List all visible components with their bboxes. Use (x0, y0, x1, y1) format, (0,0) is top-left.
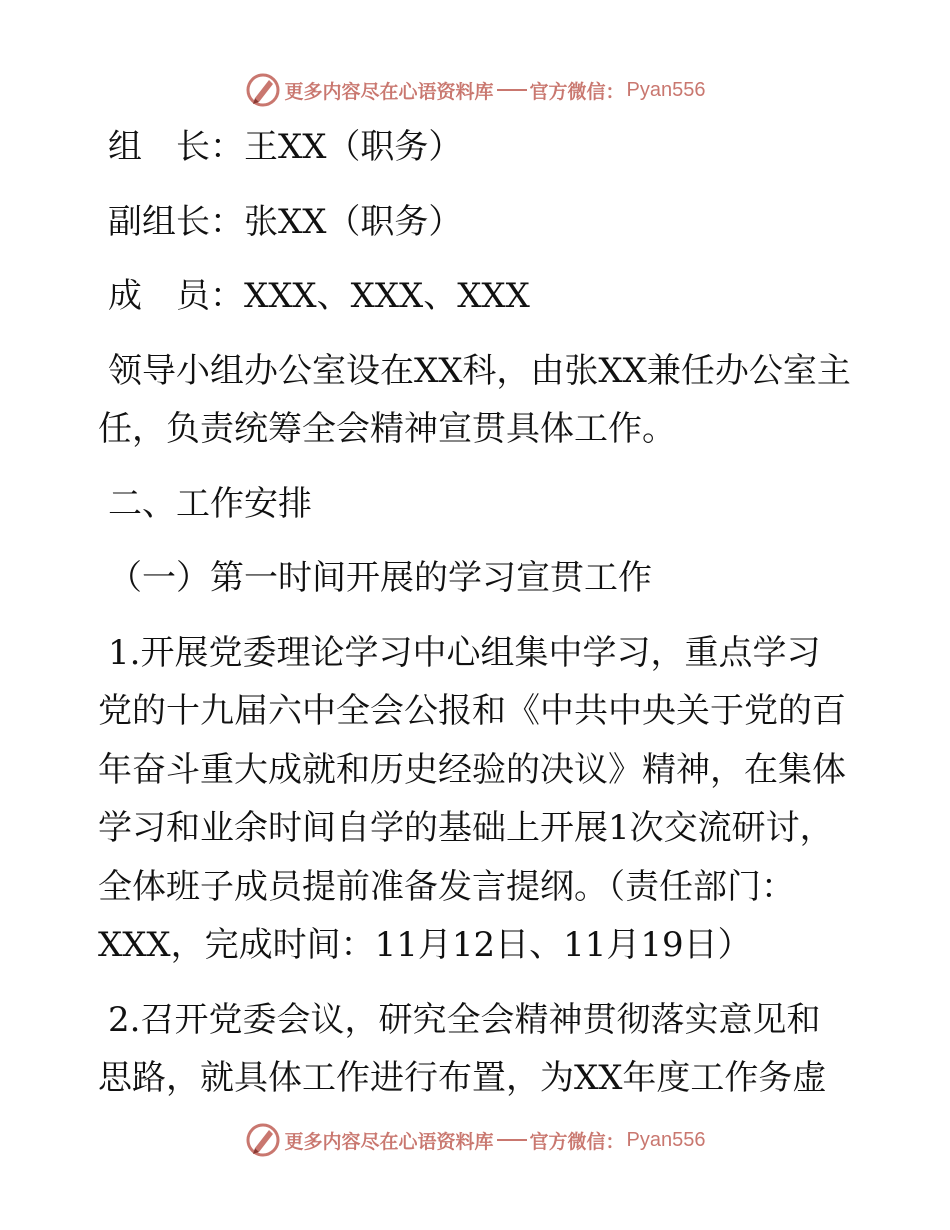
text-line: 组 长：王XX（职务） (108, 127, 463, 167)
text-line: 全体班子成员提前准备发言提纲。（责任部门： (98, 866, 795, 907)
text-line: 任，负责统筹全会精神宣贯具体工作。 (98, 409, 676, 449)
subsection-heading (98, 549, 858, 608)
brand-text: 更多内容尽在心语资料库 (284, 80, 494, 103)
wechat-label: 官方微信： (529, 80, 625, 103)
header-watermark (0, 70, 950, 110)
text-line: 2.召开党委会议，研究全会精神贯彻落实意见和 (108, 999, 821, 1040)
text-line: 副组长：张XX（职务） (108, 201, 463, 242)
item-2-paragraph (98, 991, 858, 1108)
text-line: 党的十九届六中全会公报和《中共中央关于党的百 (98, 691, 846, 731)
wechat-label: 官方微信： (529, 1130, 625, 1153)
wechat-id: Pyan556 (626, 1128, 706, 1151)
members-line (98, 267, 858, 326)
brand-text: 更多内容尽在心语资料库 (284, 1130, 494, 1153)
document-body (98, 118, 858, 1124)
pen-logo-icon (245, 72, 281, 108)
office-paragraph (98, 342, 858, 459)
text-line: 成 员：XXX、XXX、XXX (108, 276, 530, 316)
footer-watermark (0, 1120, 950, 1160)
text-line: 1.开展党委理论学习中心组集中学习，重点学习 (108, 632, 821, 673)
leader-line (98, 118, 858, 177)
text-line: 领导小组办公室设在XX科，由张XX兼任办公室主 (108, 350, 851, 391)
text-line: 学习和业余时间自学的基础上开展1次交流研讨， (98, 808, 834, 848)
deputy-line (98, 193, 858, 252)
item-1-paragraph (98, 624, 858, 975)
text-line: 二、工作安排 (108, 483, 312, 524)
divider-dash (497, 89, 527, 91)
pen-logo-icon (245, 1122, 281, 1158)
text-line: （一）第一时间开展的学习宣贯工作 (108, 558, 652, 598)
wechat-id: Pyan556 (626, 78, 706, 101)
divider-dash (497, 1139, 527, 1141)
text-line: 年奋斗重大成就和历史经验的决议》精神，在集体 (98, 749, 846, 790)
text-line: XXX，完成时间：11月12日、11月19日） (98, 925, 752, 965)
text-line: 思路，就具体工作进行布置，为XX年度工作务虚 (98, 1058, 827, 1098)
section-heading (98, 475, 858, 534)
